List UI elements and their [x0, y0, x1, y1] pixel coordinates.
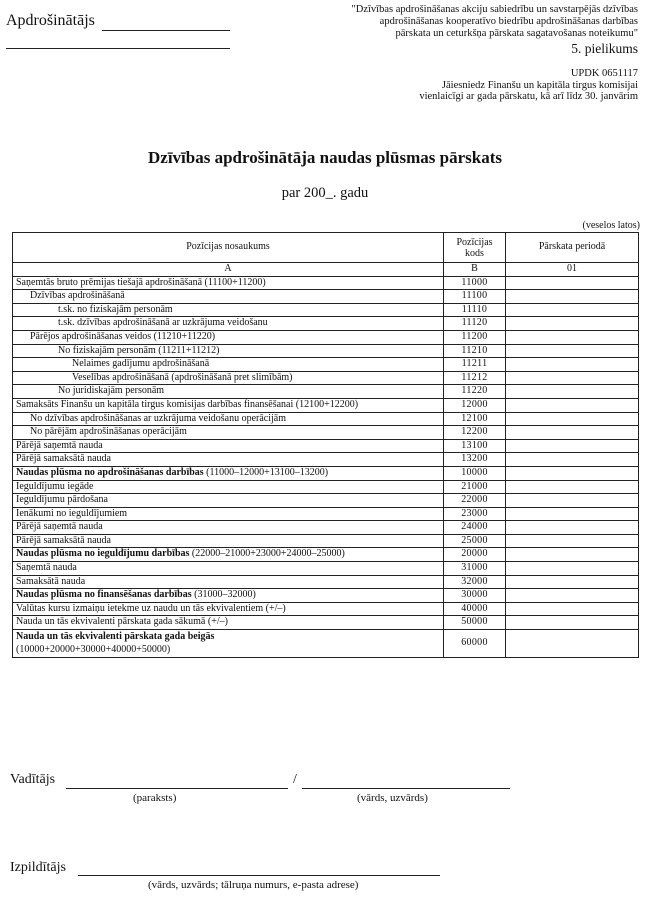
index-period: 01 — [506, 263, 639, 277]
row-value-input[interactable] — [506, 534, 639, 548]
row-value-input[interactable] — [506, 317, 639, 331]
row-name — [13, 453, 444, 467]
executor-caption: (vārds, uzvārds; tālruņa numurs, e-pasta adrese) — [148, 879, 359, 891]
row-name — [13, 589, 444, 603]
row-value-input[interactable] — [506, 290, 639, 304]
row-code: 11100 — [444, 290, 506, 304]
table-row — [13, 507, 639, 521]
row-name-text: Nauda un tās ekvivalenti pārskata gada beigās — [16, 630, 215, 642]
table-row — [13, 276, 639, 290]
row-name-formula: (11000–12000+13100–13200) — [203, 466, 329, 478]
row-value-input[interactable] — [506, 562, 639, 576]
row-name — [13, 412, 444, 426]
row-code: 11211 — [444, 358, 506, 372]
row-value-input[interactable] — [506, 426, 639, 440]
row-code: 13200 — [444, 453, 506, 467]
row-value-input[interactable] — [506, 521, 639, 535]
table-row — [13, 521, 639, 535]
row-value-input[interactable] — [506, 602, 639, 616]
row-name-text: Nelaimes gadījumu apdrošināšanā — [72, 358, 210, 370]
row-code: 11120 — [444, 317, 506, 331]
row-name-text: Pārējā saņemtā nauda — [16, 439, 103, 451]
table-row — [13, 371, 639, 385]
row-name — [13, 616, 444, 630]
manager-signature-line[interactable] — [66, 788, 288, 789]
row-code: 11000 — [444, 276, 506, 290]
table-row — [13, 480, 639, 494]
row-name — [13, 521, 444, 535]
submission-line: vienlaicīgi ar gada pārskatu, kā arī līdz 30. janvārim — [419, 91, 638, 102]
row-code: 11210 — [444, 344, 506, 358]
row-name — [13, 602, 444, 616]
row-name — [13, 371, 444, 385]
row-name-text: Pārējā samaksātā nauda — [16, 534, 111, 546]
insurer-name-line[interactable] — [102, 30, 230, 31]
row-name — [13, 562, 444, 576]
row-name-text: Samaksāts Finanšu un kapitāla tirgus komisijas darbības finansēšanai (12100+12200) — [16, 398, 359, 410]
row-name-formula: (22000–21000+23000+24000–25000) — [189, 548, 345, 560]
table-row — [13, 412, 639, 426]
row-name-text: Pārējā samaksātā nauda — [16, 453, 111, 465]
table-row — [13, 344, 639, 358]
row-name — [13, 303, 444, 317]
row-value-input[interactable] — [506, 453, 639, 467]
row-name-text: Naudas plūsma no finansēšanas darbības — [16, 589, 192, 601]
row-code: 40000 — [444, 602, 506, 616]
insurer-name-line-2[interactable] — [6, 48, 230, 49]
executor-line[interactable] — [78, 875, 440, 876]
table-row — [13, 439, 639, 453]
row-code: 20000 — [444, 548, 506, 562]
table-header-row — [13, 233, 639, 263]
row-name — [13, 344, 444, 358]
manager-label: Vadītājs — [10, 772, 56, 787]
row-name-text: Ieguldījumu iegāde — [16, 480, 94, 492]
row-name — [13, 276, 444, 290]
table-row — [13, 630, 639, 658]
row-code: 12000 — [444, 398, 506, 412]
row-code: 50000 — [444, 616, 506, 630]
index-name: A — [13, 263, 444, 277]
row-name-text: Ienākumi no ieguldījumiem — [16, 507, 128, 519]
regulation-line: "Dzīvības apdrošināšanas akciju sabiedrību un savstarpējās dzīvības — [351, 4, 638, 15]
row-value-input[interactable] — [506, 412, 639, 426]
row-name-text: Pārējos apdrošināšanas veidos (11210+11220) — [30, 330, 216, 342]
row-code: 23000 — [444, 507, 506, 521]
table-row — [13, 589, 639, 603]
manager-name-line[interactable] — [302, 788, 510, 789]
row-value-input[interactable] — [506, 385, 639, 399]
row-value-input[interactable] — [506, 480, 639, 494]
row-code: 12100 — [444, 412, 506, 426]
row-value-input[interactable] — [506, 630, 639, 658]
row-value-input[interactable] — [506, 494, 639, 508]
row-value-input[interactable] — [506, 371, 639, 385]
row-name — [13, 575, 444, 589]
row-code: 25000 — [444, 534, 506, 548]
row-name-text: Samaksātā nauda — [16, 575, 86, 587]
row-name — [13, 534, 444, 548]
row-value-input[interactable] — [506, 589, 639, 603]
row-code: 22000 — [444, 494, 506, 508]
row-name — [13, 494, 444, 508]
row-name-formula: (10000+20000+30000+40000+50000) — [16, 643, 171, 655]
row-name — [13, 630, 444, 658]
row-name-text: Naudas plūsma no apdrošināšanas darbības — [16, 466, 204, 478]
table-row — [13, 358, 639, 372]
table-row — [13, 534, 639, 548]
row-name — [13, 466, 444, 480]
header-period: Pārskata periodā — [506, 233, 639, 263]
cash-flow-table — [12, 232, 639, 658]
updk-code: UPDK 0651117 — [570, 68, 638, 79]
row-name-text: No dzīvības apdrošināšanas ar uzkrājuma veidošanu operācijām — [30, 412, 287, 424]
table-row — [13, 385, 639, 399]
row-name-text: No pārējām apdrošināšanas operācijām — [30, 426, 187, 438]
row-code: 11200 — [444, 330, 506, 344]
row-name — [13, 439, 444, 453]
table-row — [13, 602, 639, 616]
row-name — [13, 317, 444, 331]
table-row — [13, 426, 639, 440]
regulation-reference — [298, 4, 638, 41]
table-row — [13, 575, 639, 589]
row-name-text: Nauda un tās ekvivalenti pārskata gada sākumā (+/–) — [16, 616, 228, 628]
manager-name-caption: (vārds, uzvārds) — [357, 792, 428, 804]
row-name — [13, 548, 444, 562]
row-name-text: t.sk. dzīvības apdrošināšanā ar uzkrājuma veidošanu — [58, 317, 268, 329]
row-code: 11110 — [444, 303, 506, 317]
table-row — [13, 290, 639, 304]
row-value-input[interactable] — [506, 330, 639, 344]
report-period: par 200_. gadu — [281, 185, 369, 201]
submission-line: Jāiesniedz Finanšu un kapitāla tirgus komisijai — [441, 79, 638, 91]
row-value-input[interactable] — [506, 358, 639, 372]
row-code: 30000 — [444, 589, 506, 603]
row-value-input[interactable] — [506, 616, 639, 630]
row-name-text: t.sk. no fiziskajām personām — [58, 303, 173, 315]
row-name — [13, 385, 444, 399]
table-row — [13, 303, 639, 317]
row-code: 60000 — [444, 630, 506, 658]
row-value-input[interactable] — [506, 398, 639, 412]
row-code: 32000 — [444, 575, 506, 589]
table-row — [13, 562, 639, 576]
row-name-text: Naudas plūsma no ieguldījumu darbības — [16, 548, 190, 560]
signature-caption: (paraksts) — [133, 792, 177, 804]
table-row — [13, 616, 639, 630]
row-code: 11212 — [444, 371, 506, 385]
submission-info — [419, 68, 638, 103]
table-row — [13, 453, 639, 467]
table-row — [13, 548, 639, 562]
row-value-input[interactable] — [506, 507, 639, 521]
index-code: B — [444, 263, 506, 277]
row-name — [13, 330, 444, 344]
row-name-text: Saņemtās bruto prēmijas tiešajā apdrošināšanā (11100+11200) — [16, 276, 266, 288]
row-name-text: No juridiskajām personām — [58, 385, 165, 397]
row-name — [13, 398, 444, 412]
table-row — [13, 330, 639, 344]
row-name — [13, 507, 444, 521]
row-name-text: Valūtas kursu izmaiņu ietekme uz naudu un tās ekvivalentiem (+/–) — [16, 602, 286, 614]
table-row — [13, 494, 639, 508]
manager-separator: / — [293, 772, 297, 787]
units-note: (veselos latos) — [582, 220, 640, 231]
row-value-input[interactable] — [506, 303, 639, 317]
row-code: 31000 — [444, 562, 506, 576]
table-row — [13, 398, 639, 412]
row-code: 24000 — [444, 521, 506, 535]
row-code: 13100 — [444, 439, 506, 453]
row-name — [13, 358, 444, 372]
regulation-line: pārskata un ceturkšņa pārskata sagatavošanas noteikumu" — [395, 28, 638, 40]
row-name-text: No fiziskajām personām (11211+11212) — [58, 344, 220, 356]
row-name-text: Veselības apdrošināšanā (apdrošināšanā pret slimībām) — [72, 371, 293, 383]
row-value-input[interactable] — [506, 276, 639, 290]
header-name: Pozīcijas nosaukums — [13, 233, 444, 263]
row-value-input[interactable] — [506, 439, 639, 453]
row-code: 11220 — [444, 385, 506, 399]
executor-label: Izpildītājs — [10, 860, 66, 875]
row-name-text: Ieguldījumu pārdošana — [16, 494, 108, 506]
report-title: Dzīvības apdrošinātāja naudas plūsmas pārskats — [148, 148, 502, 167]
table-index-row — [13, 263, 639, 277]
row-name-text: Dzīvības apdrošināšanā — [30, 290, 125, 302]
row-value-input[interactable] — [506, 575, 639, 589]
header-code: Pozīcijas kods — [444, 233, 506, 263]
regulation-line: apdrošināšanas kooperatīvo biedrību apdrošināšanas darbības — [379, 16, 638, 28]
row-name — [13, 426, 444, 440]
row-name-text: Saņemtā nauda — [16, 562, 77, 574]
row-name-text: Pārējā saņemtā nauda — [16, 521, 103, 533]
row-code: 21000 — [444, 480, 506, 494]
insurer-label: Apdrošinātājs — [6, 12, 95, 29]
table-row — [13, 317, 639, 331]
row-value-input[interactable] — [506, 344, 639, 358]
row-name-formula: (31000–32000) — [191, 589, 256, 601]
row-value-input[interactable] — [506, 466, 639, 480]
table-row — [13, 466, 639, 480]
row-code: 10000 — [444, 466, 506, 480]
row-value-input[interactable] — [506, 548, 639, 562]
row-code: 12200 — [444, 426, 506, 440]
annex-number: 5. pielikums — [571, 41, 638, 56]
row-name — [13, 480, 444, 494]
row-name — [13, 290, 444, 304]
